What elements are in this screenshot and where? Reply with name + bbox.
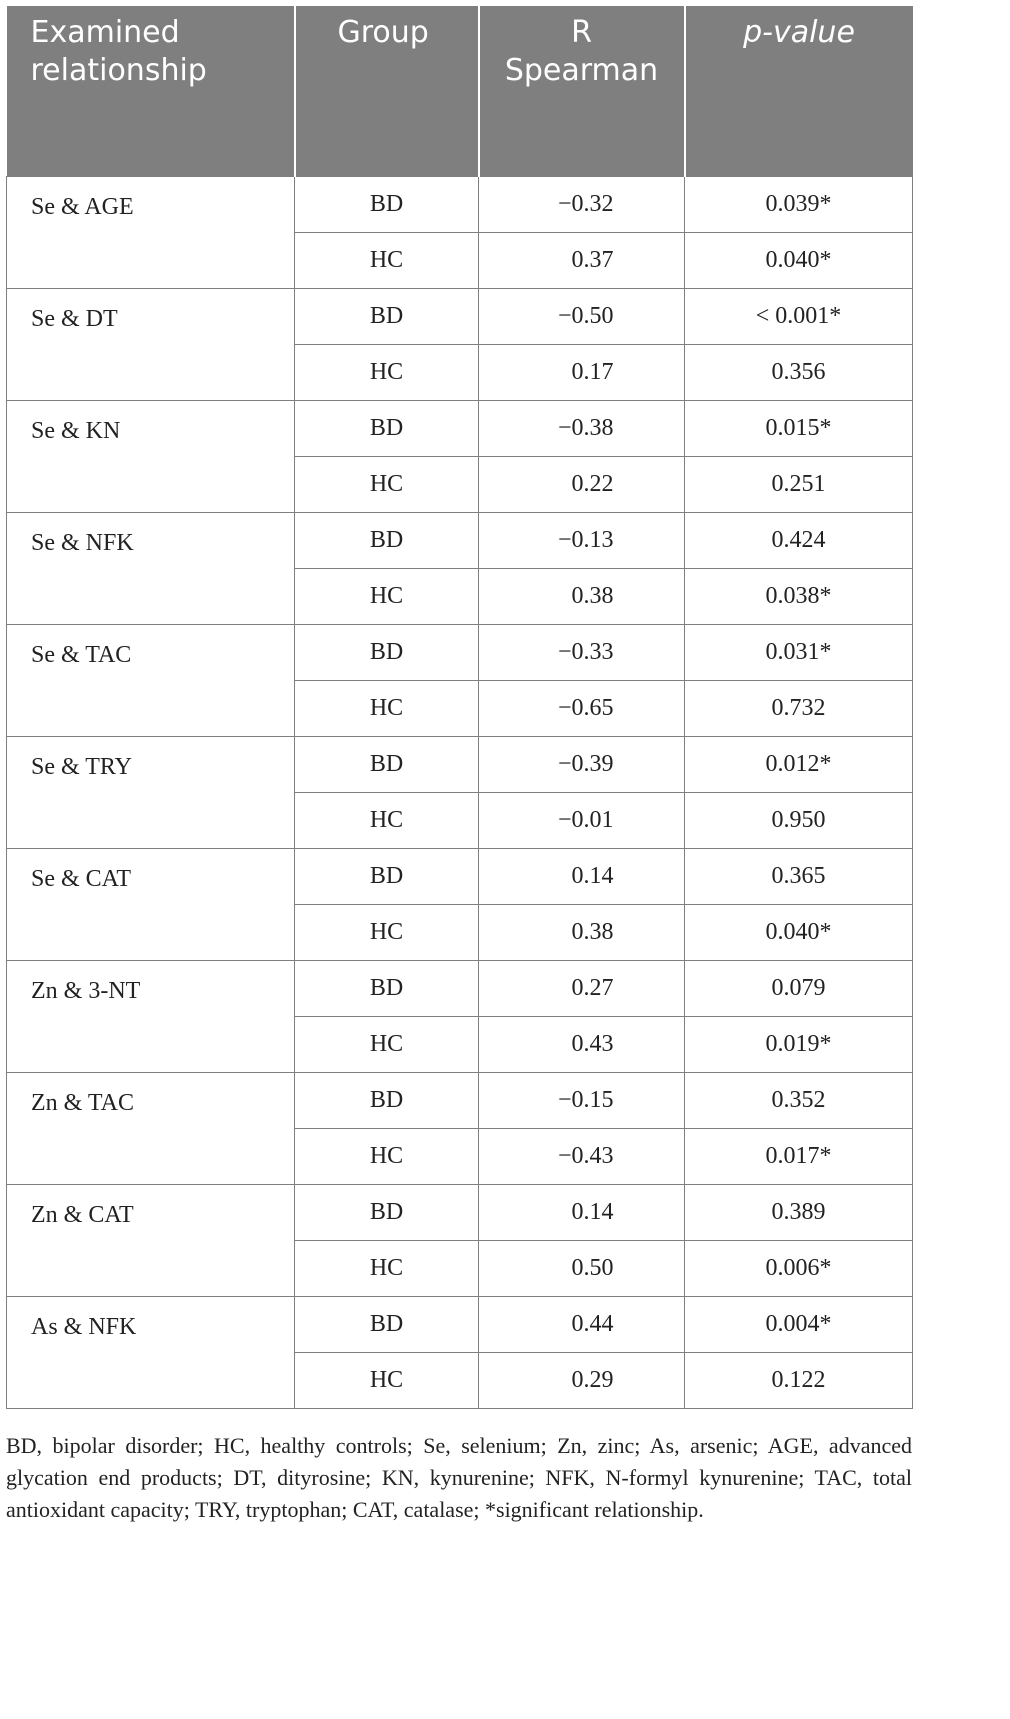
group-cell: HC <box>295 1016 479 1072</box>
table-row <box>7 624 913 680</box>
group-cell: BD <box>295 736 479 792</box>
r-spearman-value: −0.33 <box>557 638 614 665</box>
r-spearman-cell <box>479 1184 685 1240</box>
r-spearman-value: 0.22 <box>571 470 614 497</box>
group-cell: BD <box>295 1184 479 1240</box>
relationship-cell: Se & KN <box>7 400 295 512</box>
r-spearman-cell <box>479 568 685 624</box>
r-spearman-value: 0.14 <box>571 1198 614 1225</box>
r-spearman-value: −0.32 <box>557 190 614 217</box>
p-value-cell: 0.365 <box>685 848 913 904</box>
p-value-cell: 0.031* <box>685 624 913 680</box>
header-line: Spearman <box>504 53 659 88</box>
p-value-cell: 0.039* <box>685 176 913 232</box>
group-cell: HC <box>295 344 479 400</box>
header-row <box>7 6 913 176</box>
p-value-cell: 0.015* <box>685 400 913 456</box>
r-spearman-cell <box>479 400 685 456</box>
relationship-cell: Se & AGE <box>7 176 295 288</box>
p-value-cell: 0.352 <box>685 1072 913 1128</box>
r-spearman-cell <box>479 1016 685 1072</box>
header-line: R <box>571 15 592 50</box>
r-spearman-cell <box>479 904 685 960</box>
group-cell: BD <box>295 400 479 456</box>
r-spearman-value: 0.38 <box>571 918 614 945</box>
relationship-cell: Se & TRY <box>7 736 295 848</box>
table-header <box>7 6 913 176</box>
group-cell: HC <box>295 792 479 848</box>
relationship-cell: Zn & CAT <box>7 1184 295 1296</box>
r-spearman-cell <box>479 1352 685 1408</box>
r-spearman-cell <box>479 456 685 512</box>
r-spearman-cell <box>479 512 685 568</box>
header-r-spearman <box>479 6 685 176</box>
group-cell: BD <box>295 624 479 680</box>
r-spearman-cell <box>479 1128 685 1184</box>
p-value-cell: 0.950 <box>685 792 913 848</box>
r-spearman-cell <box>479 1072 685 1128</box>
relationship-cell: Se & TAC <box>7 624 295 736</box>
table-row <box>7 736 913 792</box>
header-p-value: p-value <box>685 6 913 176</box>
r-spearman-cell <box>479 624 685 680</box>
r-spearman-cell <box>479 1240 685 1296</box>
table-row <box>7 288 913 344</box>
p-value-cell: 0.389 <box>685 1184 913 1240</box>
r-spearman-value: −0.13 <box>557 526 614 553</box>
r-spearman-value: 0.50 <box>571 1254 614 1281</box>
header-group: Group <box>295 6 479 176</box>
relationship-cell: Zn & TAC <box>7 1072 295 1184</box>
p-value-cell: 0.040* <box>685 904 913 960</box>
r-spearman-value: −0.15 <box>557 1086 614 1113</box>
correlation-table <box>6 6 913 1409</box>
p-value-cell: 0.004* <box>685 1296 913 1352</box>
r-spearman-value: −0.38 <box>557 414 614 441</box>
r-spearman-cell <box>479 1296 685 1352</box>
table-row <box>7 176 913 232</box>
p-value-cell: 0.017* <box>685 1128 913 1184</box>
group-cell: BD <box>295 288 479 344</box>
p-value-cell: 0.732 <box>685 680 913 736</box>
r-spearman-value: 0.14 <box>571 862 614 889</box>
table-row <box>7 400 913 456</box>
p-value-cell: 0.356 <box>685 344 913 400</box>
r-spearman-value: 0.37 <box>571 246 614 273</box>
p-value-cell: 0.122 <box>685 1352 913 1408</box>
r-spearman-cell <box>479 288 685 344</box>
group-cell: HC <box>295 1128 479 1184</box>
r-spearman-cell <box>479 344 685 400</box>
p-value-cell: 0.040* <box>685 232 913 288</box>
table-body <box>7 176 913 1408</box>
relationship-cell: Se & NFK <box>7 512 295 624</box>
table-row <box>7 1072 913 1128</box>
p-value-cell: 0.019* <box>685 1016 913 1072</box>
r-spearman-cell <box>479 848 685 904</box>
group-cell: HC <box>295 1352 479 1408</box>
p-value-cell: 0.251 <box>685 456 913 512</box>
p-value-cell: 0.038* <box>685 568 913 624</box>
group-cell: BD <box>295 1296 479 1352</box>
r-spearman-value: 0.44 <box>571 1310 614 1337</box>
r-spearman-cell <box>479 792 685 848</box>
relationship-cell: As & NFK <box>7 1296 295 1408</box>
r-spearman-value: −0.43 <box>557 1142 614 1169</box>
group-cell: HC <box>295 1240 479 1296</box>
r-spearman-value: 0.38 <box>571 582 614 609</box>
group-cell: HC <box>295 568 479 624</box>
group-cell: BD <box>295 960 479 1016</box>
r-spearman-value: −0.01 <box>557 806 614 833</box>
p-value-cell: 0.006* <box>685 1240 913 1296</box>
r-spearman-cell <box>479 680 685 736</box>
r-spearman-cell <box>479 176 685 232</box>
header-line: Examined <box>30 15 180 50</box>
group-cell: BD <box>295 176 479 232</box>
r-spearman-value: −0.50 <box>557 302 614 329</box>
table-row <box>7 1184 913 1240</box>
r-spearman-value: 0.27 <box>571 974 614 1001</box>
table-row <box>7 848 913 904</box>
p-value-cell: < 0.001* <box>685 288 913 344</box>
r-spearman-value: −0.65 <box>557 694 614 721</box>
r-spearman-value: 0.43 <box>571 1030 614 1057</box>
group-cell: HC <box>295 680 479 736</box>
p-value-cell: 0.424 <box>685 512 913 568</box>
table-row <box>7 1296 913 1352</box>
group-cell: BD <box>295 848 479 904</box>
r-spearman-value: 0.17 <box>571 358 614 385</box>
p-value-cell: 0.012* <box>685 736 913 792</box>
relationship-cell: Se & DT <box>7 288 295 400</box>
group-cell: HC <box>295 232 479 288</box>
correlation-table-container <box>6 6 912 1409</box>
group-cell: BD <box>295 512 479 568</box>
r-spearman-value: 0.29 <box>571 1366 614 1393</box>
r-spearman-cell <box>479 232 685 288</box>
relationship-cell: Zn & 3-NT <box>7 960 295 1072</box>
header-examined-relationship <box>7 6 295 176</box>
p-value-cell: 0.079 <box>685 960 913 1016</box>
table-footnote: BD, bipolar disorder; HC, healthy controls; Se, selenium; Zn, zinc; As, arsenic; AGE, advanced glycation end products; DT, dityrosine; KN, kynurenine; NFK, N-formyl kynurenine; TAC, total antioxidant capacity; TRY, tryptophan; CAT, catalase; *significant relationship. <box>6 1433 912 1522</box>
group-cell: HC <box>295 456 479 512</box>
header-line: relationship <box>30 53 207 88</box>
r-spearman-value: −0.39 <box>557 750 614 777</box>
table-row <box>7 960 913 1016</box>
r-spearman-cell <box>479 736 685 792</box>
relationship-cell: Se & CAT <box>7 848 295 960</box>
group-cell: HC <box>295 904 479 960</box>
r-spearman-cell <box>479 960 685 1016</box>
group-cell: BD <box>295 1072 479 1128</box>
table-row <box>7 512 913 568</box>
